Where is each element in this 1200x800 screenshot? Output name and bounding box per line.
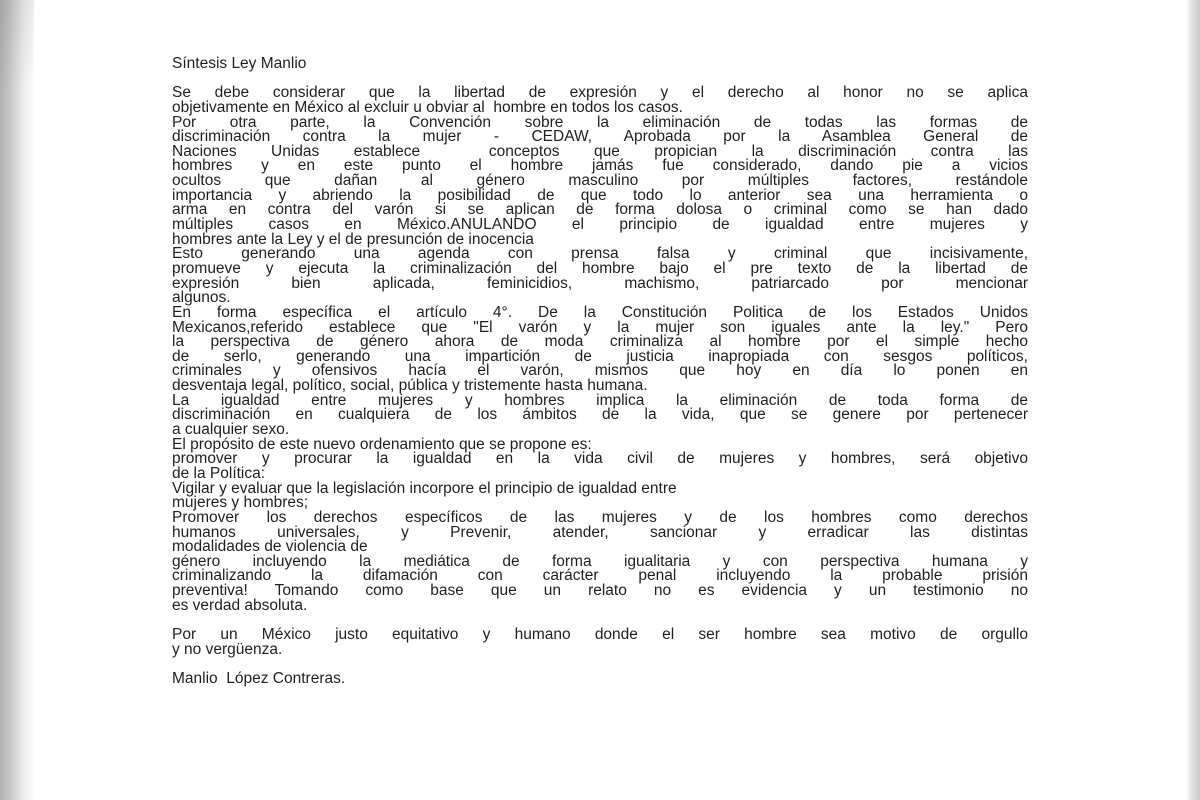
para-por-un-mexico	[172, 625, 1028, 658]
text-line: hombres y en este punto el hombre jamás fue considerado, dando pie a vicios	[172, 157, 1028, 175]
text-line: hombres ante la Ley y el de presunción de inocencia	[172, 230, 534, 248]
document-body	[172, 57, 1028, 687]
text-line: promueve y ejecuta la criminalización del hombre bajo el pre texto de la libertad de	[172, 259, 1028, 277]
text-line: Esto generando una agenda con prensa falsa y criminal que incisivamente,	[172, 245, 1028, 263]
para-articulo-4	[172, 303, 1028, 395]
text-line: El propósito de este nuevo ordenamiento que se propone es:	[172, 435, 592, 453]
text-line: ocultos que dañan al género masculino por múltiples factores, restándole	[172, 172, 1028, 190]
signature-line	[172, 669, 1028, 687]
text-line: Vigilar y evaluar que la legislación incorpore el principio de igualdad entre	[172, 479, 677, 497]
text-line: Por otra parte, la Convención sobre la eliminación de todas las formas de	[172, 113, 1028, 131]
text-line: expresión bien aplicada, feminicidios, machismo, patriarcado por mencionar	[172, 274, 1028, 292]
text-line: arma en contra del varón si se aplican de forma dolosa o criminal como se han dado	[172, 201, 1028, 219]
text-line: mujeres y hombres;	[172, 494, 309, 512]
para-genero-mediatica	[172, 552, 1028, 614]
text-line: criminales y ofensivos hacía el varón, mismos que hoy en día lo ponen en	[172, 362, 1028, 380]
text-line: objetivamente en México al excluir u obviar al hombre en todos los casos.	[172, 98, 683, 116]
text-line: es verdad absoluta.	[172, 596, 308, 614]
text-line: discriminación en cualquiera de los ámbitos de la vida, que se genere por pertenecer	[172, 406, 1028, 424]
text-line: desventaja legal, político, social, pública y tristemente hasta humana.	[172, 377, 648, 395]
text-line: género incluyendo la mediática de forma igualitaria y con perspectiva humana y	[172, 552, 1028, 570]
text-line: Manlio López Contreras.	[172, 669, 346, 687]
text-line: de la Política:	[172, 464, 266, 482]
page-left-edge-shadow	[0, 0, 34, 800]
para-promover-derechos	[172, 508, 1028, 556]
para-libertad-expresion	[172, 86, 1028, 115]
text-line: promover y procurar la igualdad en la vida civil de mujeres y hombres, será objetivo	[172, 450, 1028, 468]
text-line: Naciones Unidas establece conceptos que propician la discriminación contra las	[172, 142, 1028, 160]
text-line: En forma específica el artículo 4°. De la Constitución Politica de los Estados Unidos	[172, 303, 1028, 321]
text-line: Se debe considerar que la libertad de expresión y el derecho al honor no se aplica	[172, 84, 1028, 102]
text-line: Por un México justo equitativo y humano donde el ser hombre sea motivo de orgullo	[172, 625, 1028, 643]
text-line: preventiva! Tomando como base que un relato no es evidencia y un testimonio no	[172, 582, 1028, 600]
text-line: discriminación contra la mujer - CEDAW, Aprobada por la Asamblea General de	[172, 128, 1028, 146]
para-promover-igualdad	[172, 452, 1028, 481]
text-line: criminalizando la difamación con carácter penal incluyendo la probable prisión	[172, 567, 1028, 585]
text-line: a cualquier sexo.	[172, 421, 290, 439]
para-igualdad	[172, 391, 1028, 439]
text-line: y no vergüenza.	[172, 640, 283, 658]
text-line: Síntesis Ley Manlio	[172, 55, 307, 72]
text-line: modalidades de violencia de	[172, 538, 368, 556]
page-right-edge-shadow	[1186, 0, 1200, 800]
text-line: importancia y abriendo la posibilidad de que todo lo anterior sea una herramienta o	[172, 186, 1028, 204]
text-line: Mexicanos,referido establece que "El varón y la mujer son iguales ante la ley." Pero	[172, 318, 1028, 336]
para-vigilar	[172, 479, 1028, 512]
text-line: algunos.	[172, 289, 231, 307]
doc-title	[172, 57, 1028, 72]
para-agenda-prensa	[172, 247, 1028, 306]
text-line: humanos universales, y Prevenir, atender, sancionar y erradicar las distintas	[172, 523, 1028, 541]
text-line: múltiples casos en México.ANULANDO el principio de igualdad entre mujeres y	[172, 216, 1028, 234]
text-line: la perspectiva de género ahora de moda criminaliza al hombre por el simple hecho	[172, 333, 1028, 351]
text-line: de serlo, generando una impartición de justicia inapropiada con sesgos políticos,	[172, 347, 1028, 365]
para-cedaw	[172, 113, 1028, 248]
text-line: La igualdad entre mujeres y hombres implica la eliminación de toda forma de	[172, 391, 1028, 409]
text-line: Promover los derechos específicos de las mujeres y de los hombres como derechos	[172, 508, 1028, 526]
